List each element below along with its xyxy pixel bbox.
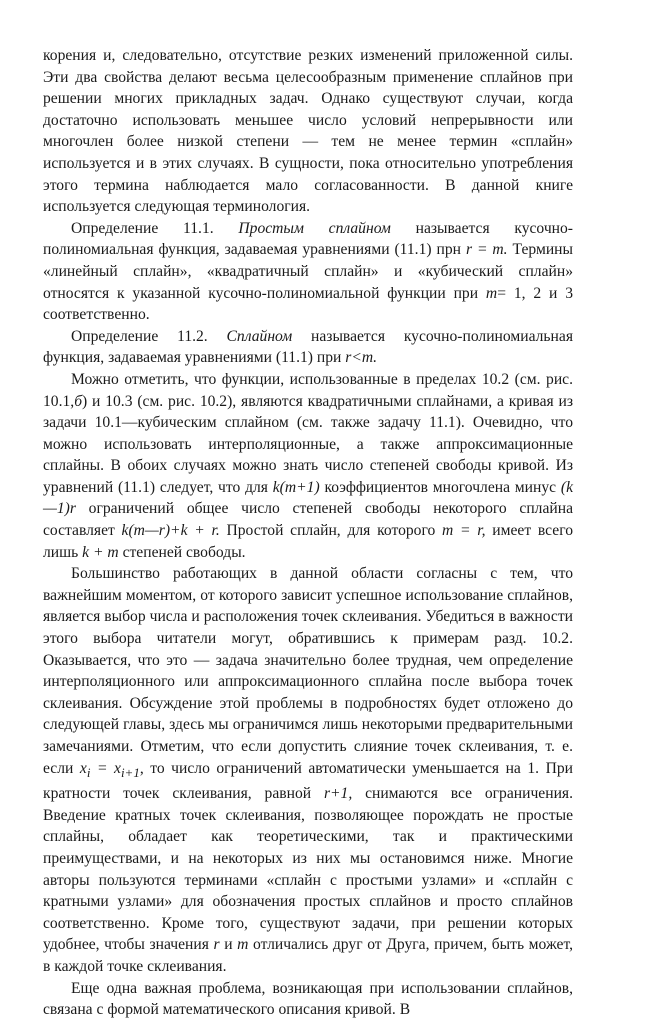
math-expression: m [237, 936, 249, 954]
math-expression: r = m. [465, 241, 508, 259]
math-expression [79, 759, 140, 780]
text-run: ограничений общее число степеней свободы некоторого сплайна составляет [43, 500, 573, 540]
defined-term: Простым сплайном [238, 219, 391, 237]
text-run: называется кусочно-полиномиальная функция, задаваемая уравнениями (11.1) при [43, 327, 573, 367]
text-run: Определение 11.2. [71, 327, 227, 345]
figure-reference: б [74, 392, 83, 410]
math-subscript: i+1 [120, 764, 140, 780]
text-run: Термины «линейный сплайн», «квадратичный сплайн» и «кубический сплайн» относятся к указанной кусочно-полиномиальной функции при [43, 241, 573, 302]
text-run: называется кусочно-полиномиальная функция, задаваемая уравнениями (11.1) прн [43, 219, 573, 259]
math-expression: r<m. [345, 349, 378, 367]
text-run: снимаются все ограничения. Введение кратных точек склеивания, позволяющее порождать не простые сплайны, обладает как теоретическими, так и практическими преимуществами, и на некоторых из них мы остановимся ниже. Многие авторы пользуются терминами «сплайн с простыми узлами» и «сплайн с кратными узлами» для обозначения простых сплайнов и просто сплайнов соответственно. Кроме того, существуют задачи, при решении которых удобнее, чтобы значения [43, 785, 573, 954]
math-expression: r [213, 936, 220, 954]
math-subscript: i [86, 764, 91, 780]
math-expression: (k—1)r [43, 478, 573, 518]
math-symbol: = x [90, 759, 121, 777]
paragraph-degrees-of-freedom [43, 369, 573, 563]
math-expression: k + m [82, 543, 119, 561]
text-run: ) и 10.3 (см. рис. 10.2), являются квадратичными сплайнами, а кривая из задачи 10.1—кубическим сплайном (см. также задачу 11.1). Очевидно, что можно использовать интерполяционные, а также аппроксимационные сплайны. В обоих случаях можно знать число степеней свободы кривой. Из уравнений (11.1) следует, что для [43, 392, 573, 496]
text-run: Можно отметить, что функции, использованные в пределах 10.2 (см. рис. 10.1, [43, 370, 573, 410]
paragraph-representation: Еще одна важная проблема, возникающая при использовании сплайнов, связана с формой математического описания кривой. В [43, 979, 573, 1019]
text-run: = 1, 2 и 3 соответственно. [43, 284, 573, 324]
definition-11-1 [43, 218, 573, 326]
math-expression: k(m+1) [272, 478, 320, 496]
definition-11-2 [43, 326, 573, 369]
text-run: , то число ограничений автоматически уменьшается на 1. При кратности точек склеивания, равной [43, 759, 573, 803]
text-column [43, 45, 573, 1021]
math-expression: k(m—r)+k + r. [121, 522, 220, 540]
math-expression: r+1, [323, 785, 353, 803]
text-run: коэффициентов многочлена минус [319, 478, 561, 496]
text-run: Большинство работающих в данной области согласны с тем, что важнейшим моментом, от которого зависит успешное использование сплайнов, является выбор числа и расположения точек склеивания. Убедиться в важности этого выбора читатели могут, обратившись к примерам разд. 10.2. Оказывается, что это — задача значительно более трудная, чем определение интерполяционного или аппроксимационного сплайна после выбора точек склеивания. Обсуждение этой проблемы в подробностях будет отложено до следующей главы, здесь мы ограничимся лишь некоторыми предварительными замечаниями. Отметим, что если допустить слияние точек склеивания, т. е. если [43, 565, 573, 777]
text-run: имеет всего лишь [43, 522, 573, 561]
paragraph-continuation: корения и, следовательно, отсутствие резких изменений приложенной силы. Эти два свойства делают весьма целесообразным применение сплайнов при решении многих прикладных задач. Однако существуют случаи, когда достаточно использовать меньшее число условий непрерывности или многочлен более низкой степени — тем не менее термин «сплайн» используется и в этих случаях. В сущности, пока относительно употребления этого термина наблюдается мало согласованности. В данной книге используется следующая терминология. [43, 47, 573, 216]
text-run: Определение 11.1. [71, 219, 239, 237]
text-run: Простой сплайн, для которого [219, 522, 443, 540]
math-expression: m = r, [442, 522, 486, 540]
text-run: отличались друг от Друга, причем, быть может, в каждой точке склеивания. [43, 936, 573, 976]
text-run: степеней свободы. [118, 543, 246, 561]
defined-term: Сплайном [226, 327, 293, 345]
paragraph-knot-selection [43, 563, 573, 977]
text-run: и [219, 936, 238, 954]
math-symbol: x [79, 759, 87, 777]
math-expression: m [485, 284, 498, 302]
